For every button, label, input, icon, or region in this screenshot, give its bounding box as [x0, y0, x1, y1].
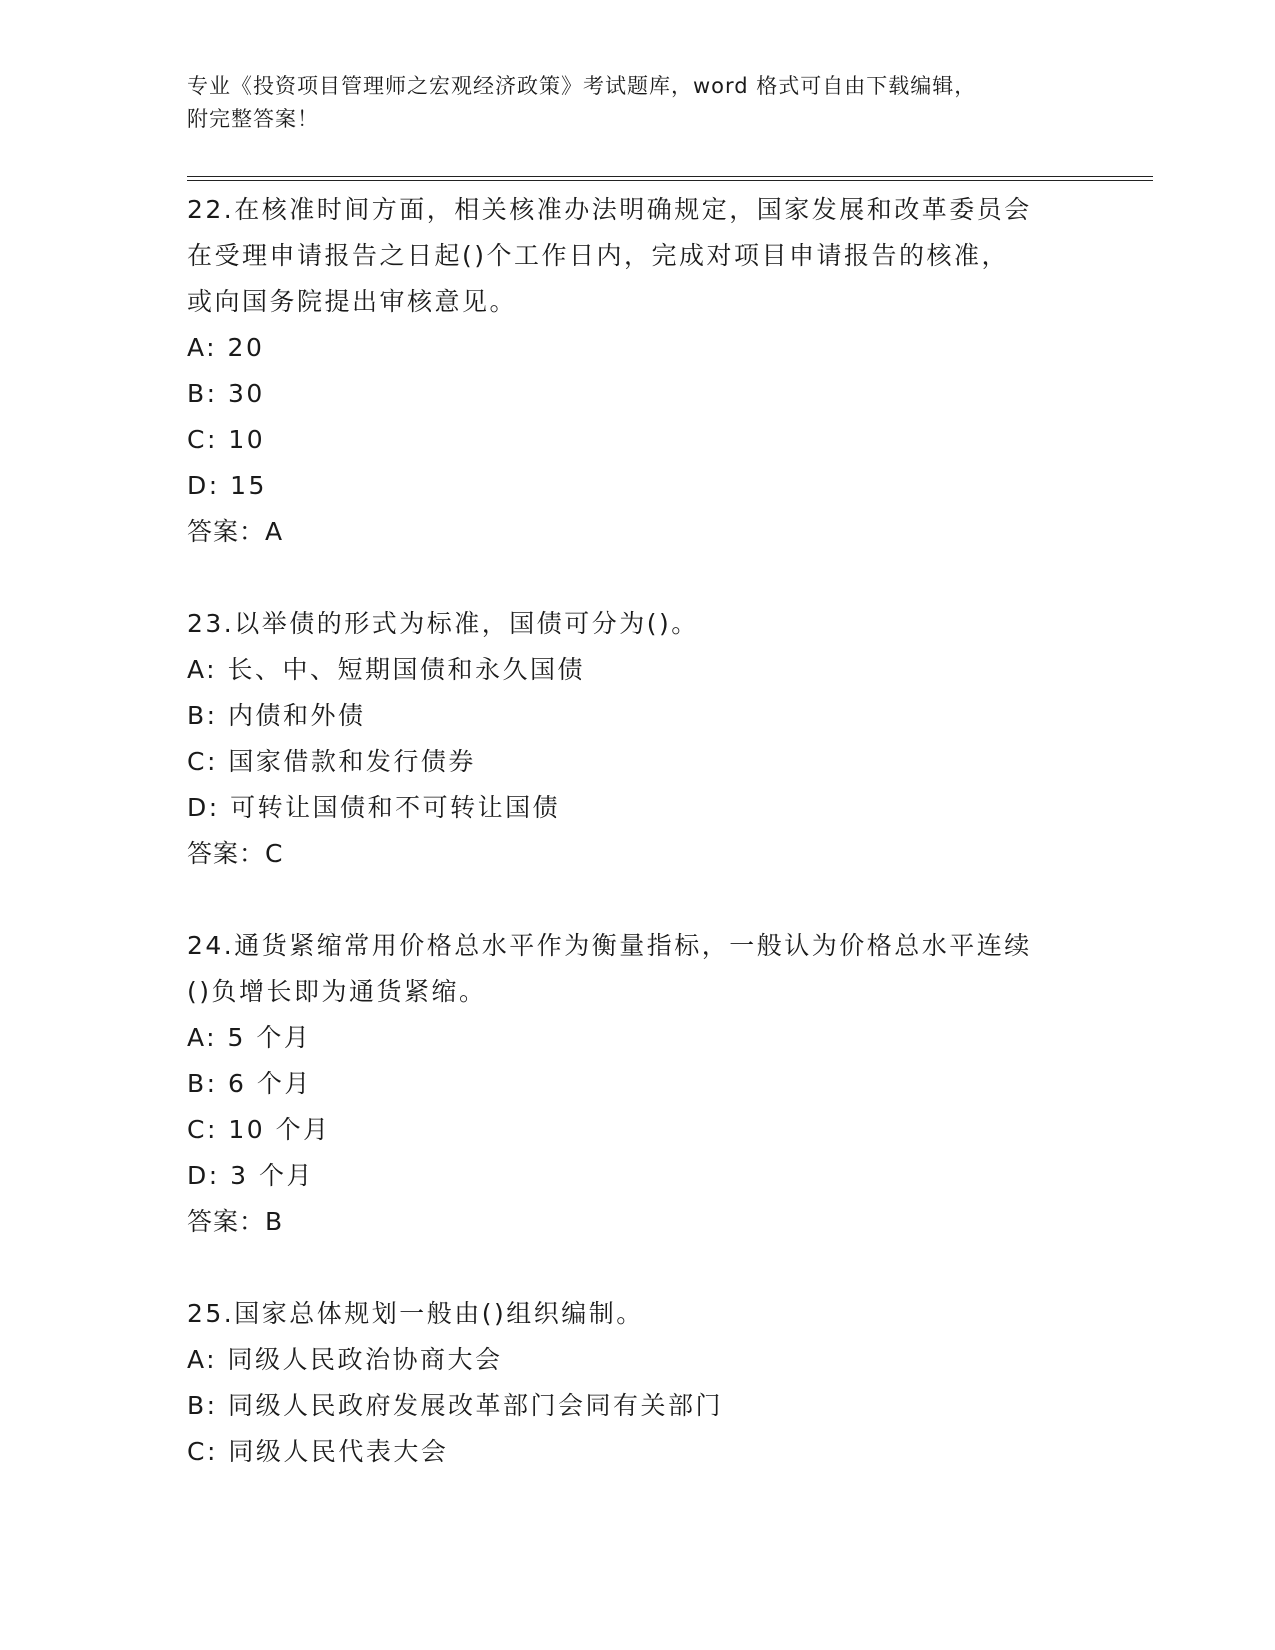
question-text-line: ()负增长即为通货紧缩。	[187, 977, 487, 1006]
question-text-line: 24.通货紧缩常用价格总水平作为衡量指标，一般认为价格总水平连续	[187, 931, 1032, 960]
answer: 答案：C	[187, 839, 284, 868]
option-d: D: 15	[187, 471, 267, 500]
option-d: D: 3 个月	[187, 1161, 314, 1190]
option-a: A: 5 个月	[187, 1023, 312, 1052]
option-a: A: 同级人民政治协商大会	[187, 1345, 503, 1374]
header-line-1: 专业《投资项目管理师之宏观经济政策》考试题库，word 格式可自由下载编辑，	[187, 74, 977, 98]
option-c: C: 国家借款和发行债券	[187, 747, 476, 776]
header-divider	[187, 176, 1153, 181]
question-22	[187, 187, 1087, 555]
option-b: B: 30	[187, 379, 265, 408]
header-line-2: 附完整答案！	[187, 107, 319, 131]
option-c: C: 同级人民代表大会	[187, 1437, 449, 1466]
question-text-line: 23.以举债的形式为标准，国债可分为()。	[187, 609, 699, 638]
option-a: A: 长、中、短期国债和永久国债	[187, 655, 586, 684]
question-text-line: 25.国家总体规划一般由()组织编制。	[187, 1299, 644, 1328]
question-list	[187, 187, 1087, 1475]
question-24	[187, 923, 1087, 1245]
option-c: C: 10	[187, 425, 266, 454]
question-spacer	[187, 555, 1087, 601]
question-spacer	[187, 1245, 1087, 1291]
answer: 答案：A	[187, 517, 284, 546]
question-text-line: 在受理申请报告之日起()个工作日内，完成对项目申请报告的核准，	[187, 241, 1010, 270]
question-text-line: 22.在核准时间方面，相关核准办法明确规定，国家发展和改革委员会	[187, 195, 1032, 224]
option-a: A: 20	[187, 333, 265, 362]
option-d: D: 可转让国债和不可转让国债	[187, 793, 561, 822]
option-c: C: 10 个月	[187, 1115, 331, 1144]
document-header	[187, 70, 1067, 136]
option-b: B: 同级人民政府发展改革部门会同有关部门	[187, 1391, 724, 1420]
question-spacer	[187, 877, 1087, 923]
option-b: B: 内债和外债	[187, 701, 366, 730]
question-text-line: 或向国务院提出审核意见。	[187, 287, 518, 316]
question-25	[187, 1291, 1087, 1475]
option-b: B: 6 个月	[187, 1069, 312, 1098]
question-23	[187, 601, 1087, 877]
answer: 答案：B	[187, 1207, 284, 1236]
